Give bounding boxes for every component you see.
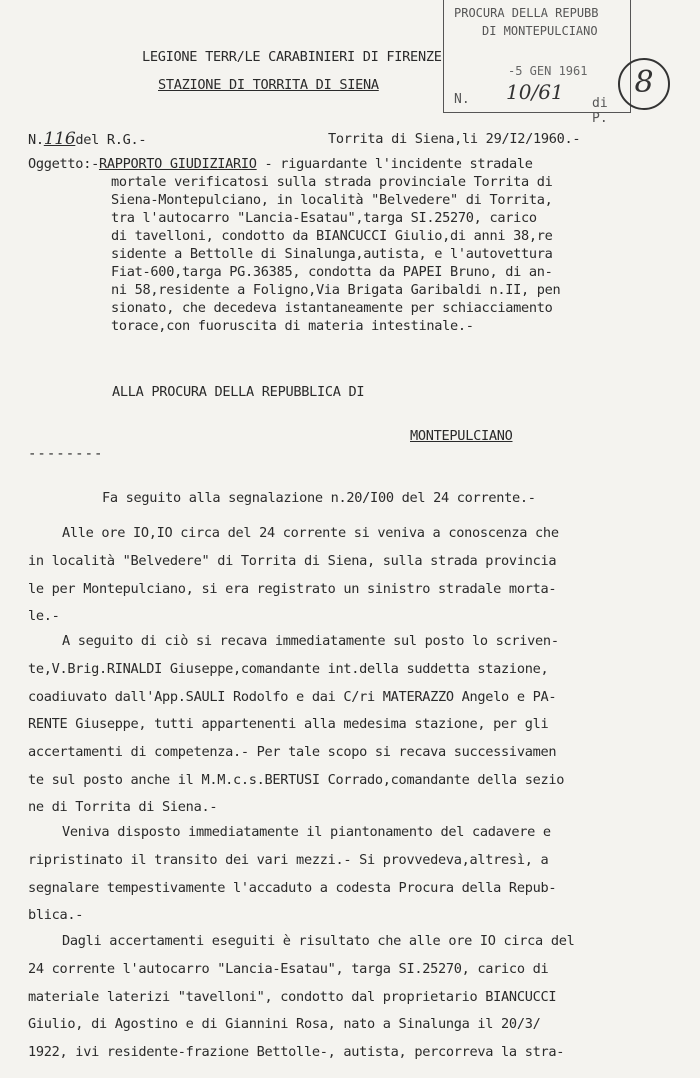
body-line: materiale laterizi "tavelloni", condotto dal proprietario BIANCUCCI <box>28 989 557 1005</box>
body-line: coadiuvato dall'App.SAULI Rodolfo e dai C/ri MATERAZZO Angelo e PA- <box>28 689 557 705</box>
subject-line: sionato, che decedeva istantaneamente per schiacciamento <box>111 300 553 316</box>
subject-line: - riguardante l'incidente stradale <box>256 156 533 172</box>
subject-line: tra l'autocarro "Lancia-Esatau",targa SI.25270, carico <box>111 210 537 226</box>
addressee-city: MONTEPULCIANO <box>410 428 513 444</box>
body-line: ne di Torrita di Siena.- <box>28 799 218 815</box>
body-line: te,V.Brig.RINALDI Giuseppe,comandante int.della suddetta stazione, <box>28 661 549 677</box>
handwritten-circled-number: 8 <box>618 58 670 110</box>
separator-dashes: -------- <box>28 446 104 462</box>
body-line: le per Montepulciano, si era registrato un sinistro stradale morta- <box>28 581 557 597</box>
subject-line: torace,con fuoruscita di materia intestinale.- <box>111 318 474 334</box>
subject-line: di tavelloni, condotto da BIANCUCCI Giulio,di anni 38,re <box>111 228 553 244</box>
body-line: te sul posto anche il M.M.c.s.BERTUSI Corrado,comandante della sezio <box>28 772 565 788</box>
stamp-office: PROCURA DELLA REPUBB <box>454 6 599 20</box>
body-line: Giulio, di Agostino e di Giannini Rosa, nato a Sinalunga il 20/3/ <box>28 1016 541 1032</box>
body-line: ripristinato il transito dei vari mezzi.- Si provvedeva,altresì, a <box>28 852 549 868</box>
body-line: in località "Belvedere" di Torrita di Siena, sulla strada provincia <box>28 553 557 569</box>
body-line: le.- <box>28 608 60 624</box>
stamp-n-label: N. <box>454 92 470 107</box>
subject-label: Oggetto:- <box>28 156 99 172</box>
subject-line: Siena-Montepulciano, in località "Belvedere" di Torrita, <box>111 192 553 208</box>
reference-line <box>28 131 146 148</box>
stamp-location: DI MONTEPULCIANO <box>482 24 598 38</box>
body-line: accertamenti di competenza.- Per tale scopo si recava successivamen <box>28 744 557 760</box>
ref-n-label: N. <box>28 132 44 148</box>
header-legion: LEGIONE TERR/LE CARABINIERI DI FIRENZE <box>142 49 442 65</box>
subject-title: RAPPORTO GIUDIZIARIO <box>98 156 257 172</box>
stamp-di: di P. <box>592 96 608 126</box>
body-line: Veniva disposto immediatamente il piantonamento del cadavere e <box>62 824 551 840</box>
body-line: Fa seguito alla segnalazione n.20/I00 del 24 corrente.- <box>102 490 536 506</box>
stamp-date: -5 GEN 1961 <box>508 64 588 78</box>
body-line: Dagli accertamenti eseguiti è risultato che alle ore IO circa del <box>62 933 575 949</box>
stamp-protocol-number: 10/61 <box>506 80 564 104</box>
body-line: blica.- <box>28 907 84 923</box>
body-line: Alle ore IO,IO circa del 24 corrente si veniva a conoscenza che <box>62 525 559 541</box>
addressee-line: ALLA PROCURA DELLA REPUBBLICA DI <box>112 384 365 400</box>
body-line: A seguito di ciò si recava immediatamente sul posto lo scriven- <box>62 633 559 649</box>
subject-line: sidente a Bettolle di Sinalunga,autista, e l'autovettura <box>111 246 553 262</box>
subject-line: Fiat-600,targa PG.36385, condotta da PAPEI Bruno, di an- <box>111 264 553 280</box>
body-line: segnalare tempestivamente l'accaduto a codesta Procura della Repub- <box>28 880 557 896</box>
receipt-stamp <box>443 0 631 126</box>
subject-line: ni 58,residente a Foligno,Via Brigata Garibaldi n.II, pen <box>111 282 561 298</box>
body-line: 1922, ivi residente-frazione Bettolle-, autista, percorreva la stra- <box>28 1044 565 1060</box>
subject-first-line <box>28 156 533 172</box>
body-line: RENTE Giuseppe, tutti appartenenti alla medesima stazione, per gli <box>28 716 549 732</box>
ref-rg: del R.G.- <box>75 132 147 148</box>
body-line: 24 corrente l'autocarro "Lancia-Esatau", targa SI.25270, carico di <box>28 961 549 977</box>
subject-line: mortale verificatosi sulla strada provinciale Torrita di <box>111 174 553 190</box>
place-date: Torrita di Siena,li 29/I2/1960.- <box>328 131 581 147</box>
header-station: STAZIONE DI TORRITA DI SIENA <box>158 77 379 93</box>
ref-number: 116 <box>43 129 76 149</box>
